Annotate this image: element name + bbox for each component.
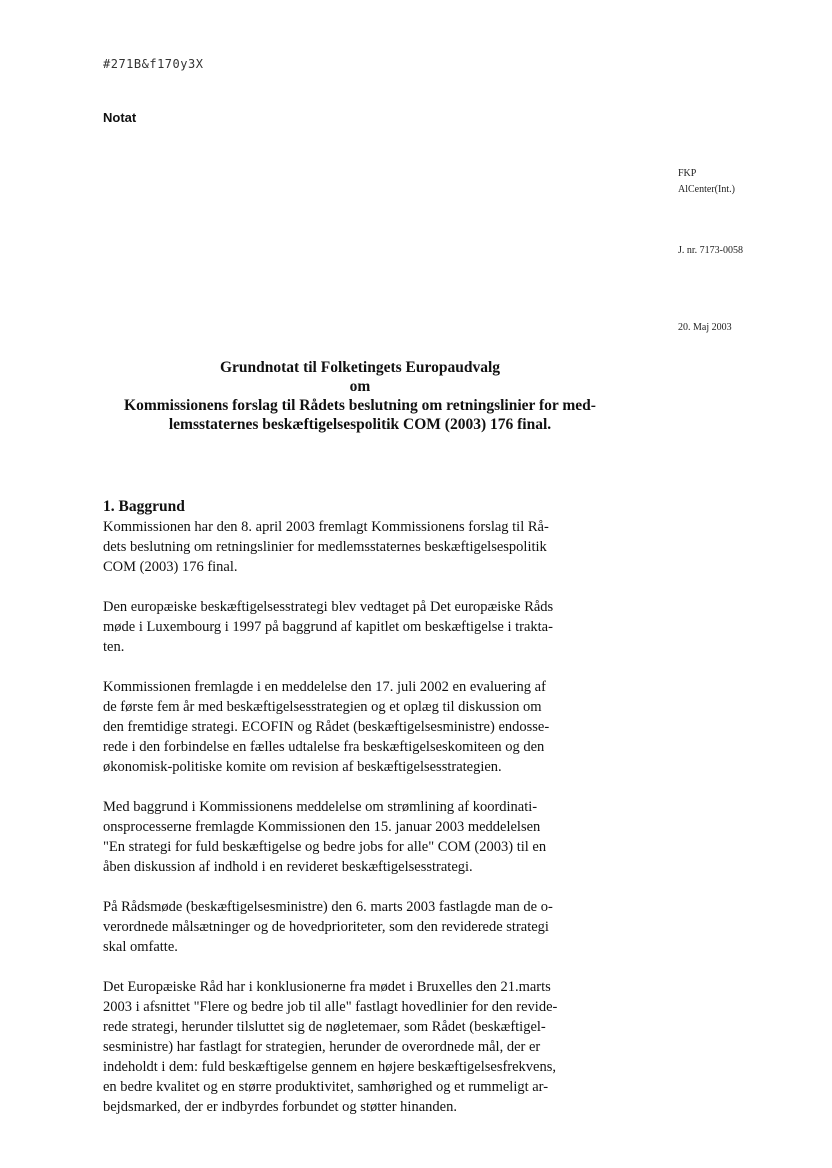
paragraph xyxy=(103,597,623,657)
paragraph-line: På Rådsmøde (beskæftigelsesministre) den 6. marts 2003 fastlagde man de o- xyxy=(103,899,553,915)
paragraph-line: Med baggrund i Kommissionens meddelelse om strømlining af koordinati- xyxy=(103,799,538,815)
journal-number: J. nr. 7173-0058 xyxy=(678,245,743,256)
paragraph-line: onsprocesserne fremlagde Kommissionen den 15. januar 2003 meddelelsen xyxy=(103,819,541,835)
document-type-label: Notat xyxy=(103,110,137,125)
meta-center: AlCenter(Int.) xyxy=(678,184,735,195)
paragraph-line: sesministre) har fastlagt for strategien, herunder de overordnede mål, der er xyxy=(103,1039,541,1055)
document-body xyxy=(103,497,623,1137)
paragraph-line: Det Europæiske Råd har i konklusionerne fra mødet i Bruxelles den 21.marts xyxy=(103,979,551,995)
paragraph-line: åben diskussion af indhold i en revideret beskæftigelsesstrategi. xyxy=(103,859,473,875)
paragraph-line: verordnede målsætninger og de hovedprioriteter, som den reviderede strategi xyxy=(103,919,549,935)
paragraph xyxy=(103,517,623,577)
paragraph xyxy=(103,677,623,777)
title-line: om xyxy=(349,378,371,395)
paragraph-line: økonomisk-politiske komite om revision af beskæftigelsesstrategien. xyxy=(103,759,502,775)
paragraph-line: indeholdt i dem: fuld beskæftigelse gennem en højere beskæftigelsesfrekvens, xyxy=(103,1059,557,1075)
title-line: lemsstaternes beskæftigelsespolitik COM (2003) 176 final. xyxy=(168,416,552,433)
document-title xyxy=(100,358,620,434)
meta-unit: FKP xyxy=(678,168,697,179)
paragraph-line: Kommissionen har den 8. april 2003 fremlagt Kommissionens forslag til Rå- xyxy=(103,519,549,535)
paragraph-line: ten. xyxy=(103,639,125,655)
paragraph-line: skal omfatte. xyxy=(103,939,178,955)
title-line: Grundnotat til Folketingets Europaudvalg xyxy=(219,359,501,376)
document-date: 20. Maj 2003 xyxy=(678,322,732,333)
meta-unit-block xyxy=(678,166,735,198)
paragraph-line: bejdsmarked, der er indbyrdes forbundet og støtter hinanden. xyxy=(103,1099,457,1115)
paragraph-line: en bedre kvalitet og en større produktivitet, samhørighed og et rummeligt ar- xyxy=(103,1079,549,1095)
paragraph-line: 2003 i afsnittet "Flere og bedre job til alle" fastlagt hovedlinier for den revide- xyxy=(103,999,558,1015)
paragraph xyxy=(103,797,623,877)
paragraph-line: møde i Luxembourg i 1997 på baggrund af kapitlet om beskæftigelse i trakta- xyxy=(103,619,553,635)
paragraph-line: COM (2003) 176 final. xyxy=(103,559,238,575)
paragraph-line: de første fem år med beskæftigelsesstrategien og et oplæg til diskussion om xyxy=(103,699,542,715)
paragraph-line: Den europæiske beskæftigelsesstrategi blev vedtaget på Det europæiske Råds xyxy=(103,599,554,615)
paragraph-line: "En strategi for fuld beskæftigelse og bedre jobs for alle" COM (2003) til en xyxy=(103,839,547,855)
paragraph xyxy=(103,897,623,957)
paragraph-line: den fremtidige strategi. ECOFIN og Rådet (beskæftigelsesministre) endosse- xyxy=(103,719,550,735)
paragraph-line: Kommissionen fremlagde i en meddelelse den 17. juli 2002 en evaluering af xyxy=(103,679,546,695)
paragraph xyxy=(103,977,623,1117)
document-id: #271B&f170y3X xyxy=(103,57,204,71)
paragraph-line: rede strategi, herunder tilsluttet sig de nøgletemaer, som Rådet (beskæftigel- xyxy=(103,1019,546,1035)
paragraph-line: rede i den forbindelse en fælles udtalelse fra beskæftigelseskomiteen og den xyxy=(103,739,545,755)
paragraph-line: dets beslutning om retningslinier for medlemsstaternes beskæftigelsespolitik xyxy=(103,539,547,555)
section-heading: 1. Baggrund xyxy=(103,498,185,515)
title-line: Kommissionens forslag til Rådets beslutning om retningslinier for med- xyxy=(124,397,596,414)
